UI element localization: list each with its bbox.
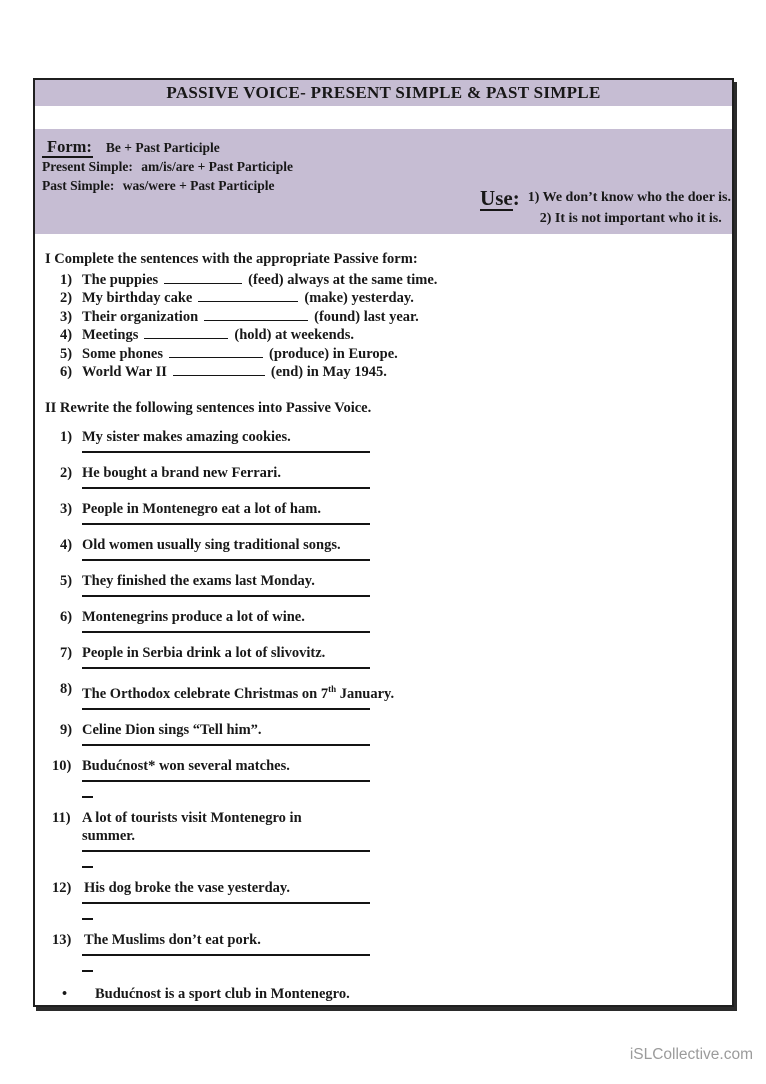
exercise2-item — [52, 879, 732, 897]
use-section — [480, 187, 731, 229]
worksheet-page — [33, 78, 734, 1007]
item-number: 13) — [52, 932, 72, 949]
item-text — [82, 608, 305, 626]
item-text: Their organization — [82, 308, 199, 325]
sentence: The Orthodox celebrate Christmas on 7 — [82, 686, 329, 703]
sentence: January. — [336, 686, 395, 703]
sentence: They finished the exams last Monday. — [82, 573, 315, 590]
item-text — [82, 721, 262, 739]
sentence: The Muslims don’t eat pork. — [84, 932, 261, 949]
answer-line — [82, 954, 370, 956]
fill-in-blank — [173, 364, 265, 376]
item-text — [82, 536, 341, 554]
item-text: Some phones — [82, 345, 163, 362]
item-number: 11) — [52, 810, 71, 827]
exercise2-item — [60, 428, 732, 446]
title-band — [35, 80, 732, 106]
worksheet-title: PASSIVE VOICE- PRESENT SIMPLE & PAST SIMPLE — [166, 83, 601, 102]
item-number: 1) — [60, 429, 73, 446]
exercise1-heading: I Complete the sentences with the appropriate Passive form: — [45, 251, 418, 267]
item-text — [82, 680, 394, 703]
item-number: 10) — [52, 758, 72, 775]
item-text — [84, 879, 290, 897]
present-simple-text: am/is/are + Past Participle — [141, 159, 294, 174]
answer-line — [82, 850, 370, 852]
answer-line — [82, 744, 370, 746]
use-colon: : — [512, 186, 520, 210]
item-text: (found) last year. — [314, 308, 419, 325]
sentence-wrap: summer. — [82, 828, 136, 845]
item-number: 7) — [60, 645, 73, 662]
answer-line-continuation — [82, 970, 93, 972]
ordinal-superscript: th — [328, 684, 337, 695]
past-simple-label: Past Simple: — [42, 177, 115, 193]
answer-line — [82, 667, 370, 669]
fill-in-blank — [164, 272, 242, 284]
fill-in-blank — [204, 309, 308, 321]
exercise2-item — [52, 809, 732, 845]
header-spacer — [35, 106, 732, 129]
exercise2-heading: II Rewrite the following sentences into Passive Voice. — [45, 400, 372, 417]
answer-line-continuation — [82, 866, 93, 868]
worksheet-body — [35, 234, 732, 1003]
sentence: People in Serbia drink a lot of slivovitz. — [82, 645, 326, 662]
item-text: (produce) in Europe. — [268, 345, 398, 362]
exercise2-item — [60, 536, 732, 554]
use-label: Use — [480, 186, 513, 210]
sentence: People in Montenegro eat a lot of ham. — [82, 501, 321, 518]
form-label: Form: — [42, 137, 93, 158]
past-simple-text: was/were + Past Participle — [122, 177, 275, 193]
answer-line — [82, 780, 370, 782]
exercise1-item — [60, 345, 732, 363]
item-text: (make) yesterday. — [304, 290, 414, 307]
item-number: 9) — [60, 722, 73, 739]
exercise2-item — [52, 931, 732, 949]
bullet-icon: • — [62, 986, 68, 1003]
answer-line — [82, 559, 370, 561]
sentence: Celine Dion sings “Tell him”. — [82, 722, 262, 739]
item-text — [82, 809, 302, 845]
exercise2-item — [60, 572, 732, 590]
item-number: 2) — [60, 290, 73, 307]
item-number: 8) — [60, 681, 73, 698]
item-text — [82, 757, 290, 775]
sentence: A lot of tourists visit Montenegro in — [82, 810, 302, 827]
item-text — [82, 464, 281, 482]
answer-line — [82, 631, 370, 633]
exercise1-item — [60, 326, 732, 344]
item-number: 6) — [60, 364, 73, 381]
item-text: The puppies — [82, 272, 159, 288]
present-simple-label: Present Simple: — [42, 159, 133, 174]
item-number: 2) — [60, 465, 73, 482]
footnote — [62, 985, 732, 1003]
answer-line — [82, 487, 370, 489]
item-number: 3) — [60, 501, 73, 518]
item-text: Meetings — [82, 327, 139, 344]
footnote-text: Budućnost is a sport club in Montenegro. — [95, 986, 350, 1003]
item-text — [82, 644, 325, 662]
item-text: (feed) always at the same time. — [248, 272, 438, 288]
exercise2-item — [60, 500, 732, 518]
watermark: iSLCollective.com — [629, 1046, 753, 1063]
exercise2-item — [60, 721, 732, 739]
item-number: 4) — [60, 327, 73, 344]
exercise1-item — [60, 289, 732, 307]
item-text: (end) in May 1945. — [270, 364, 387, 381]
item-number: 5) — [60, 573, 73, 590]
sentence: Montenegrins produce a lot of wine. — [82, 609, 305, 626]
item-text — [84, 931, 261, 949]
item-number: 6) — [60, 609, 73, 626]
exercise2-item — [60, 608, 732, 626]
grammar-rules-panel — [35, 129, 732, 234]
exercise2-item — [60, 644, 732, 662]
answer-line — [82, 451, 370, 453]
item-text: (hold) at weekends. — [234, 327, 355, 344]
exercise2-item — [60, 680, 732, 703]
answer-line — [82, 902, 370, 904]
present-simple-rule — [42, 158, 732, 177]
use-point: 1) We don’t know who the doer is. — [527, 190, 731, 205]
item-text: World War II — [82, 364, 167, 381]
answer-line — [82, 523, 370, 525]
item-number: 12) — [52, 880, 72, 897]
use-points — [528, 187, 731, 229]
item-number: 5) — [60, 345, 73, 362]
item-number: 1) — [60, 272, 73, 288]
item-text — [82, 428, 291, 446]
sentence: He bought a brand new Ferrari. — [82, 465, 281, 482]
sentence: My sister makes amazing cookies. — [82, 429, 291, 446]
form-rule-line — [42, 136, 732, 158]
fill-in-blank — [198, 290, 298, 302]
sentence: His dog broke the vase yesterday. — [84, 880, 290, 897]
exercise2-item — [52, 757, 732, 775]
exercise1-list — [35, 271, 732, 381]
answer-line — [82, 708, 370, 710]
exercise1-item — [60, 308, 732, 326]
item-text — [82, 500, 321, 518]
answer-line-continuation — [82, 918, 93, 920]
use-point: 2) It is not important who it is. — [539, 211, 722, 226]
fill-in-blank — [144, 327, 228, 339]
sentence: Budućnost* won several matches. — [82, 758, 290, 775]
exercise1-item — [60, 363, 732, 381]
item-number: 3) — [60, 308, 73, 325]
item-text: My birthday cake — [82, 290, 193, 307]
form-rule-text: Be + Past Participle — [105, 140, 220, 155]
item-text — [82, 572, 315, 590]
answer-line-continuation — [82, 796, 93, 798]
item-number: 4) — [60, 537, 73, 554]
sentence: Old women usually sing traditional songs. — [82, 537, 341, 554]
answer-line — [82, 595, 370, 597]
fill-in-blank — [169, 346, 263, 358]
exercise2-item — [60, 464, 732, 482]
exercise1-item — [60, 271, 732, 289]
